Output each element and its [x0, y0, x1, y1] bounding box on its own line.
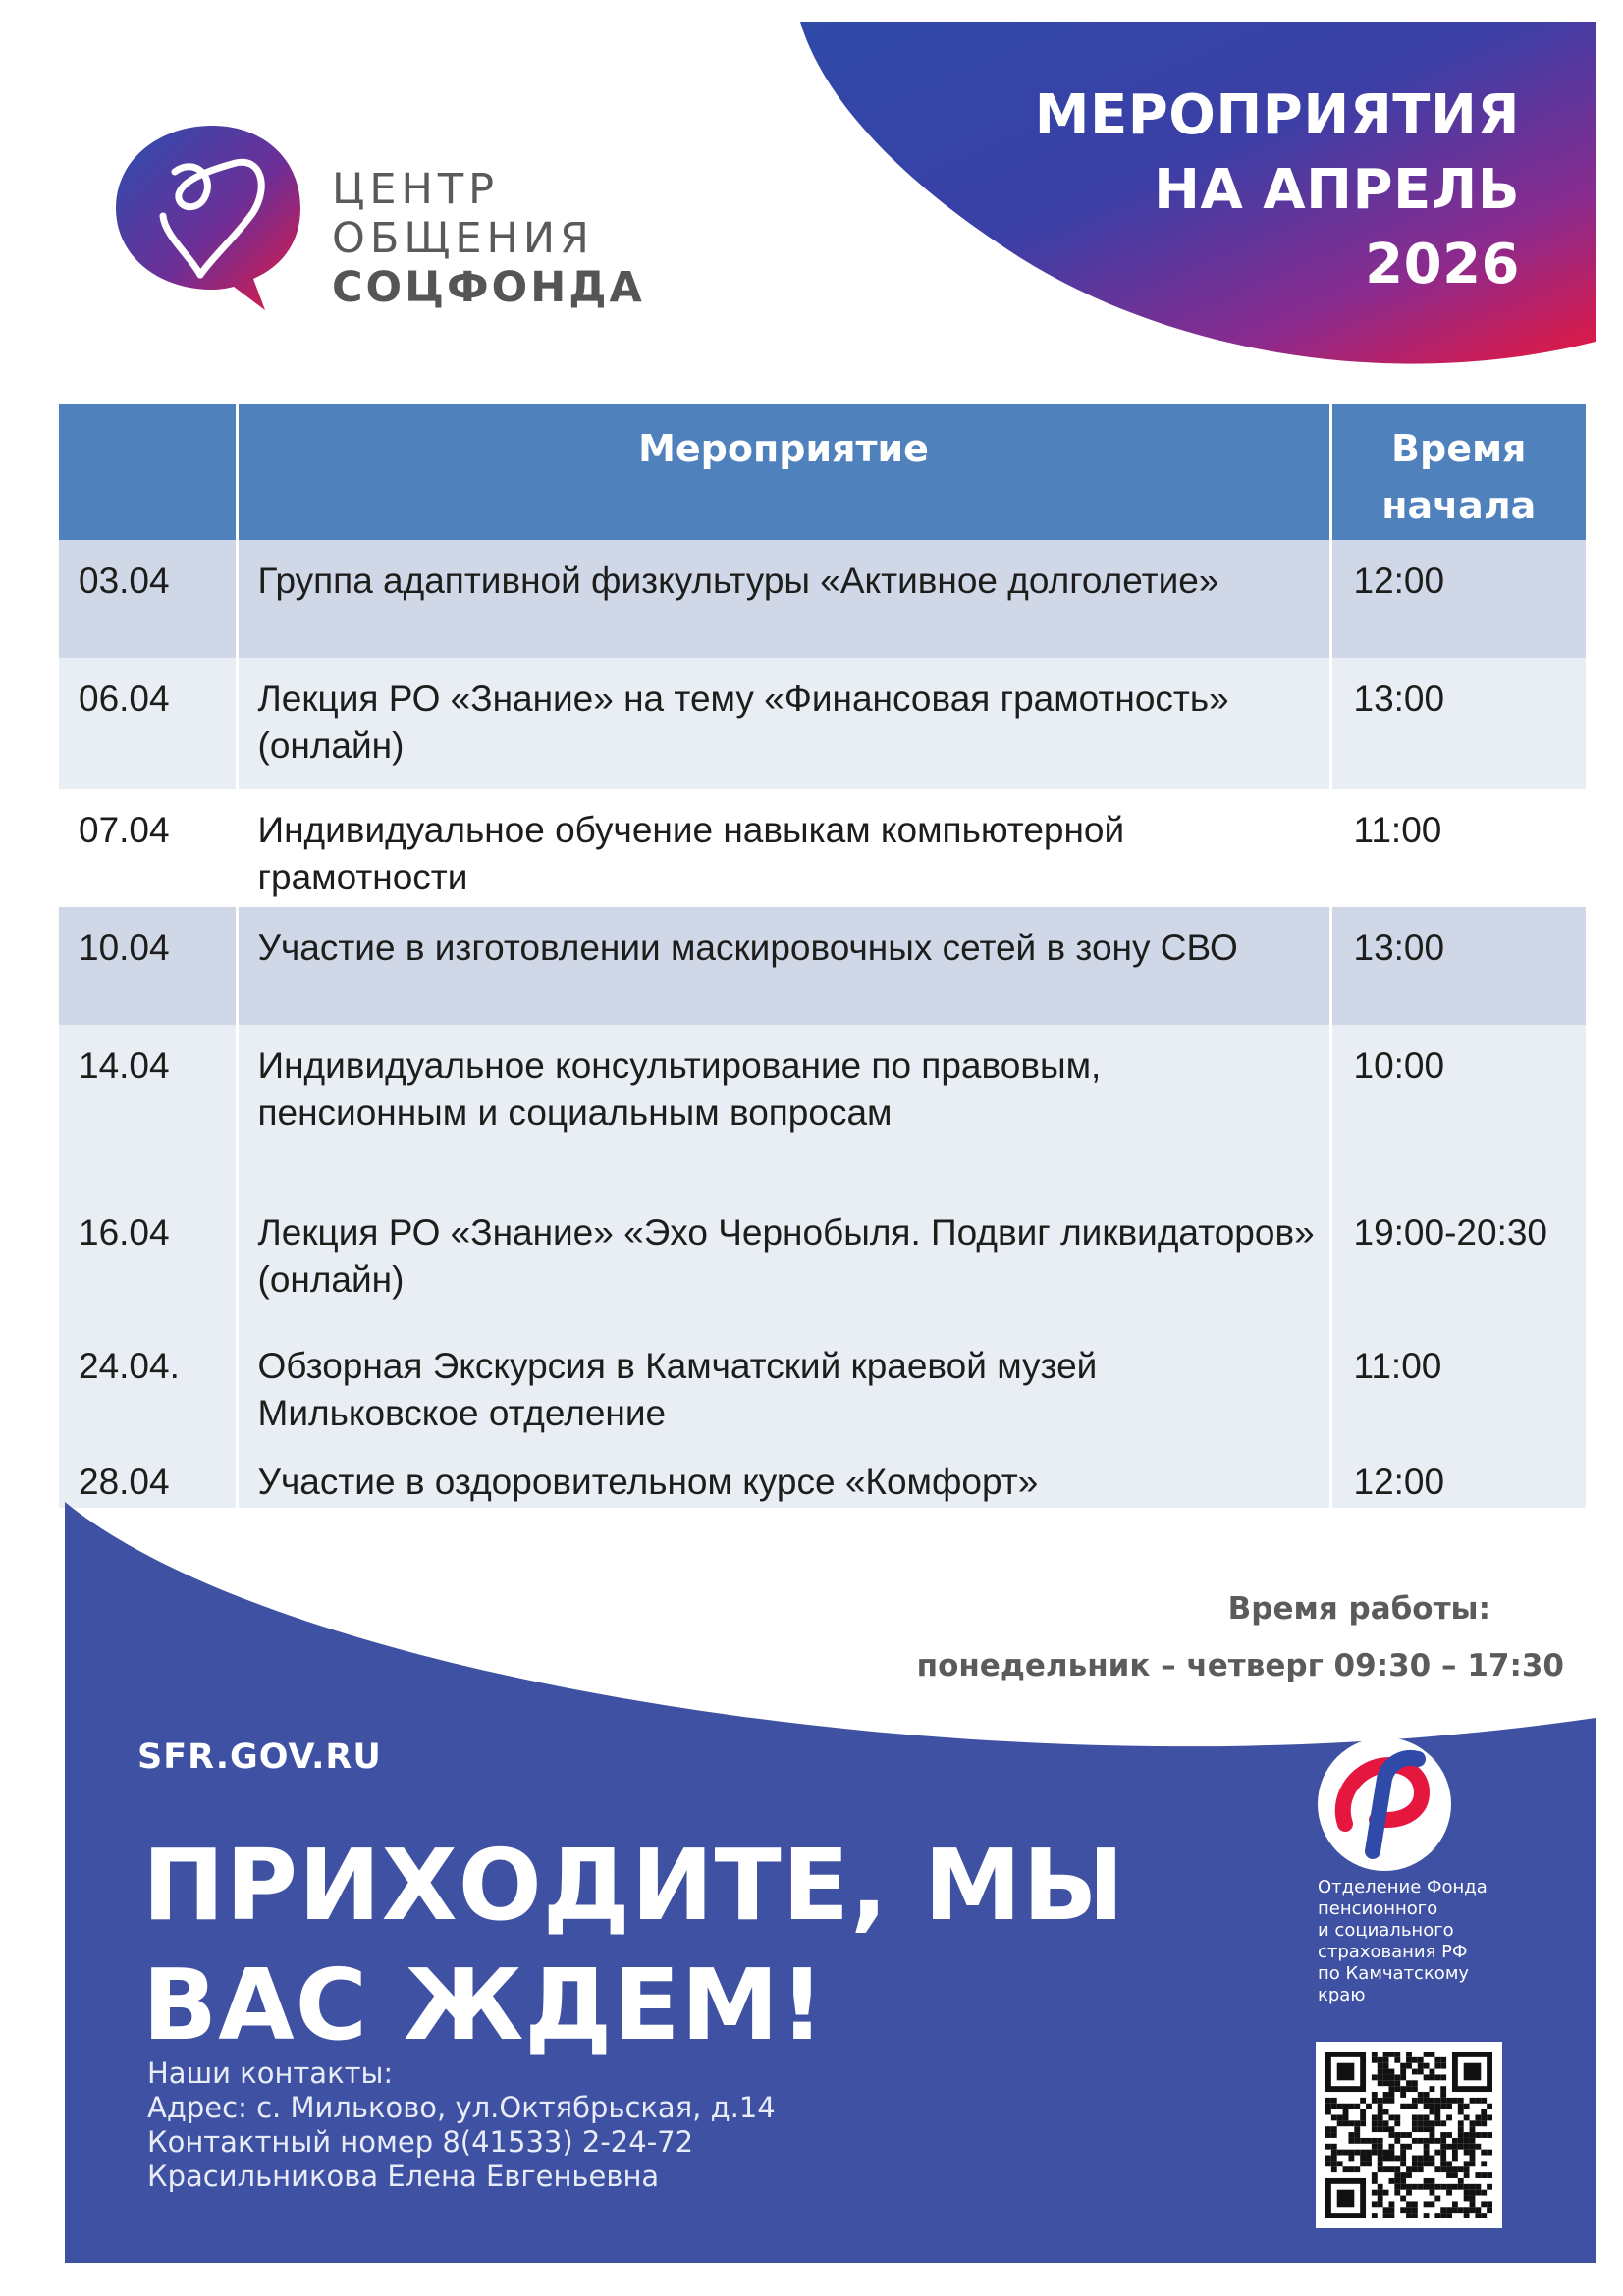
cell-time: 19:00-20:30 [1330, 1192, 1586, 1325]
work-hours-value: понедельник – четверг 09:30 – 17:30 [916, 1648, 1564, 1683]
header-title-line: НА АПРЕЛЬ [1154, 158, 1520, 222]
cell-date: 24.04. [59, 1325, 237, 1441]
table-row [59, 540, 1586, 658]
contacts-block [147, 2056, 776, 2194]
cell-time: 12:00 [1330, 1441, 1586, 1508]
table-row [59, 1025, 1586, 1192]
header-cell-date [59, 404, 237, 540]
slogan-line: ВАС ЖДЕМ! [142, 1948, 826, 2062]
contacts-phone: Контактный номер 8(41533) 2-24-72 [147, 2125, 694, 2159]
cell-event: Участие в оздоровительном курсе «Комфорт» [237, 1441, 1330, 1508]
logo-text [332, 165, 645, 312]
cell-event: Лекция РО «Знание» «Эхо Чернобыля. Подвиг ликвидаторов» (онлайн) [237, 1192, 1330, 1325]
sfr-logo-icon [1316, 1735, 1453, 1873]
slogan [142, 1826, 1125, 2065]
contacts-address: Адрес: с. Мильково, ул.Октябрьская, д.14 [147, 2091, 776, 2124]
cell-time: 10:00 [1330, 1025, 1586, 1192]
cell-date: 03.04 [59, 540, 237, 658]
cell-event: Участие в изготовлении маскировочных сетей в зону СВО [237, 907, 1330, 1025]
cell-date: 07.04 [59, 789, 237, 907]
header-title-line: 2026 [1365, 233, 1520, 296]
cell-time: 13:00 [1330, 658, 1586, 789]
cell-time: 11:00 [1330, 789, 1586, 907]
table-row [59, 907, 1586, 1025]
cell-event: Лекция РО «Знание» на тему «Финансовая грамотность» (онлайн) [237, 658, 1330, 789]
work-hours-label: Время работы: [1227, 1591, 1490, 1627]
logo-line: ЦЕНТР [332, 165, 500, 214]
sfr-caption-line: страхования РФ [1318, 1942, 1468, 1962]
sfr-caption-line: Отделение Фонда [1318, 1877, 1488, 1897]
events-table [59, 404, 1586, 1508]
table-row [59, 1325, 1586, 1441]
logo-line: СОЦФОНДА [332, 263, 645, 312]
header-cell-event: Мероприятие [237, 404, 1330, 540]
qr-code-icon[interactable] [1316, 2042, 1502, 2228]
table-row [59, 1192, 1586, 1325]
sfr-caption-line: пенсионного [1318, 1898, 1438, 1919]
cell-time: 12:00 [1330, 540, 1586, 658]
cell-event: Обзорная Экскурсия в Камчатский краевой музей Мильковское отделение [237, 1325, 1330, 1441]
qr-code-pattern [1325, 2052, 1492, 2218]
work-hours [916, 1580, 1564, 1694]
cell-date: 10.04 [59, 907, 237, 1025]
header-cell-time: Время начала [1330, 404, 1586, 540]
cell-event: Группа адаптивной физкультуры «Активное долголетие» [237, 540, 1330, 658]
table-header-row [59, 404, 1586, 540]
cell-date: 14.04 [59, 1025, 237, 1192]
heart-speech-bubble-icon [106, 118, 322, 314]
sfr-caption-line: и социального [1318, 1920, 1454, 1941]
sfr-caption-line: по Камчатскому [1318, 1963, 1470, 1984]
header-title-line: МЕРОПРИЯТИЯ [1034, 83, 1520, 147]
table-row [59, 789, 1586, 907]
cell-date: 28.04 [59, 1441, 237, 1508]
slogan-line: ПРИХОДИТЕ, МЫ [142, 1828, 1125, 1943]
sfr-caption-line: краю [1318, 1985, 1366, 2005]
table-row [59, 658, 1586, 789]
cell-date: 16.04 [59, 1192, 237, 1325]
cell-date: 06.04 [59, 658, 237, 789]
cell-time: 11:00 [1330, 1325, 1586, 1441]
cell-event: Индивидуальное обучение навыкам компьютерной грамотности [237, 789, 1330, 907]
site-link[interactable]: SFR.GOV.RU [137, 1737, 382, 1777]
header-title [833, 79, 1520, 302]
contacts-person: Красильникова Елена Евгеньевна [147, 2160, 660, 2193]
cell-event: Индивидуальное консультирование по правовым, пенсионным и социальным вопросам [237, 1025, 1330, 1192]
logo-line: ОБЩЕНИЯ [332, 214, 594, 263]
cell-time: 13:00 [1330, 907, 1586, 1025]
sfr-caption [1318, 1877, 1514, 2006]
contacts-heading: Наши контакты: [147, 2056, 394, 2090]
